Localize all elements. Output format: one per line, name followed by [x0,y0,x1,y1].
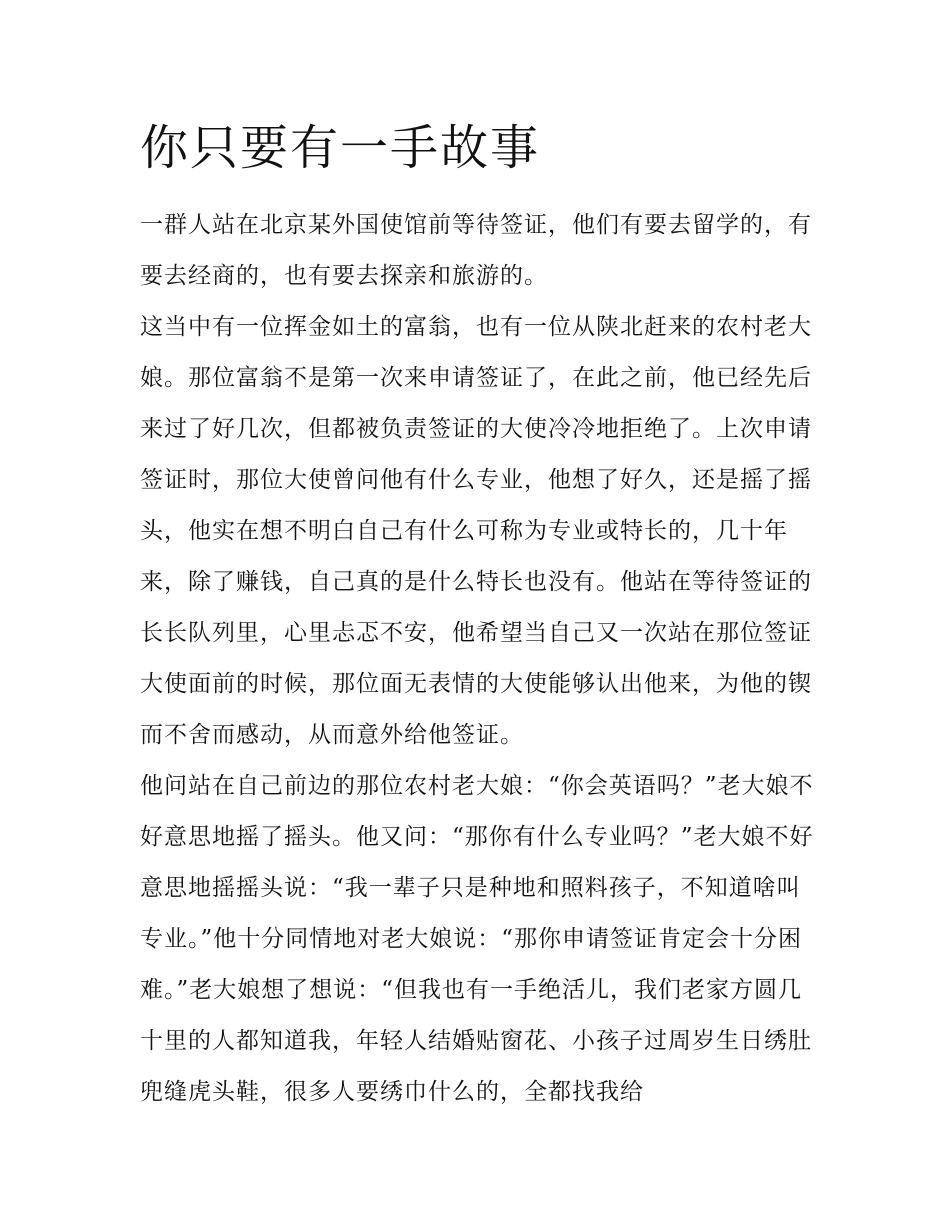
paragraph-dialogue: 他问站在自己前边的那位农村老大娘：“你会英语吗？”老大娘不好意思地摇了摇头。他又问：“那你有什么专业吗？”老大娘不好意思地摇摇头说：“我一辈子只是种地和照料孩子，不知道啥叫专业。”他十分同情地对老大娘说：“那你申请签证肯定会十分困难。”老大娘想了想说：“但我也有一手绝活儿，我们老家方圆几十里的人都知道我，年轻人结婚贴窗花、小孩子过周岁生日绣肚兜缝虎头鞋，很多人要绣巾什么的，全都找我给 [140,773,814,1105]
paragraph-intro: 一群人站在北京某外国使馆前等待签证，他们有要去留学的，有要去经商的，也有要去探亲和旅游的。 [140,212,812,289]
article-body [140,112,820,1118]
article-title: 你只要有一手故事 [140,120,541,176]
paragraph-rich-man: 这当中有一位挥金如土的富翁，也有一位从陕北赶来的农村老大娘。那位富翁不是第一次来申请签证了，在此之前，他已经先后来过了好几次，但都被负责签证的大使冷冷地拒绝了。上次申请签证时，那位大使曾问他有什么专业，他想了好久，还是摇了摇头，他实在想不明白自己有什么可称为专业或特长的，几十年来，除了赚钱，自己真的是什么特长也没有。他站在等待签证的长长队列里，心里忐忑不安，他希望当自己又一次站在那位签证大使面前的时候，那位面无表情的大使能够认出他来，为他的锲而不舍而感动，从而意外给他签证。 [140,314,812,748]
